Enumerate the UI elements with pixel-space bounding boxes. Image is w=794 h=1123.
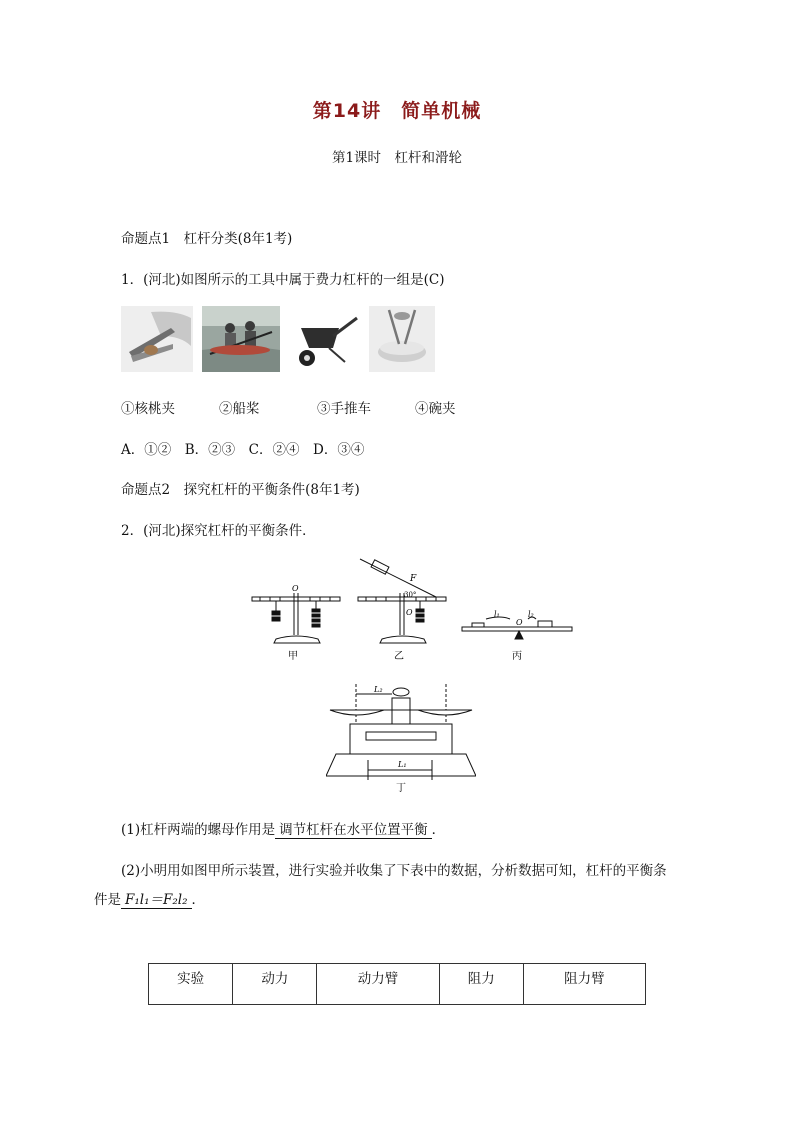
figure-jia	[252, 593, 340, 643]
header-effort-force: 动力	[233, 964, 317, 1005]
label-ding: 丁	[396, 783, 406, 794]
wheelbarrow-image	[289, 306, 361, 372]
question-1-stem: 1．(河北)如图所示的工具中属于费力杠杆的一组是(C)	[121, 272, 445, 288]
label-jia: 甲	[288, 651, 298, 662]
caption-walnut-cracker: ①核桃夹	[121, 401, 175, 417]
label-bing: 丙	[512, 651, 522, 662]
question-2-part-2-line-1: (2)小明用如图甲所示装置，进行实验并收集了下表中的数据，分析数据可知，杠杆的平衡条	[121, 863, 667, 879]
label-o-jia: O	[292, 584, 299, 593]
figure-yi	[358, 559, 446, 643]
question-2-stem: 2．(河北)探究杠杆的平衡条件．	[121, 523, 316, 539]
caption-bowl-clamp: ④碗夹	[415, 401, 456, 417]
part-2-prefix: 件是	[94, 892, 121, 908]
page-title: 第14讲 简单机械	[312, 100, 482, 122]
label-o-bing: O	[516, 618, 523, 627]
caption-wheelbarrow: ③手推车	[317, 401, 371, 417]
question-2-part-2-line-2	[94, 888, 205, 909]
label-yi: 乙	[394, 651, 404, 662]
label-angle: 30°	[404, 591, 417, 599]
question-2-part-1	[121, 818, 445, 839]
section-heading-2: 命题点2 探究杠杆的平衡条件(8年1考)	[121, 482, 360, 498]
page-subtitle: 第1课时 杠杆和滑轮	[331, 150, 463, 166]
lever-figures-jia-yi-bing	[240, 553, 590, 668]
section-heading-1: 命题点1 杠杆分类(8年1考)	[121, 231, 293, 247]
part-1-suffix: ．	[431, 822, 446, 838]
part-1-prefix: (1)杠杆两端的螺母作用是	[121, 822, 276, 838]
bowl-clamp-image	[369, 306, 435, 372]
question-1-options: A．①② B．②③ C．②④ D．③④	[121, 442, 365, 458]
header-experiment: 实验	[149, 964, 233, 1005]
label-l2-bing: l₂	[528, 610, 534, 619]
label-L1: L₁	[398, 760, 407, 769]
label-L2: L₂	[374, 685, 383, 694]
label-force-f: F	[410, 574, 417, 584]
table-header-row	[149, 964, 646, 1005]
part-2-suffix: ．	[191, 892, 206, 908]
data-table	[148, 963, 646, 1005]
walnut-cracker-image	[121, 306, 193, 372]
header-effort-arm: 动力臂	[317, 964, 439, 1005]
caption-paddle: ②船桨	[219, 401, 260, 417]
label-l1-bing: l₁	[494, 610, 500, 619]
balance-figure-ding	[326, 680, 476, 795]
paddle-image	[202, 306, 280, 372]
header-load-arm: 阻力臂	[523, 964, 645, 1005]
part-1-answer: 调节杠杆在水平位置平衡	[275, 818, 432, 839]
label-o-yi: O	[406, 608, 413, 617]
header-load-force: 阻力	[439, 964, 523, 1005]
part-2-answer: F₁l₁＝F₂l₂	[121, 888, 192, 909]
